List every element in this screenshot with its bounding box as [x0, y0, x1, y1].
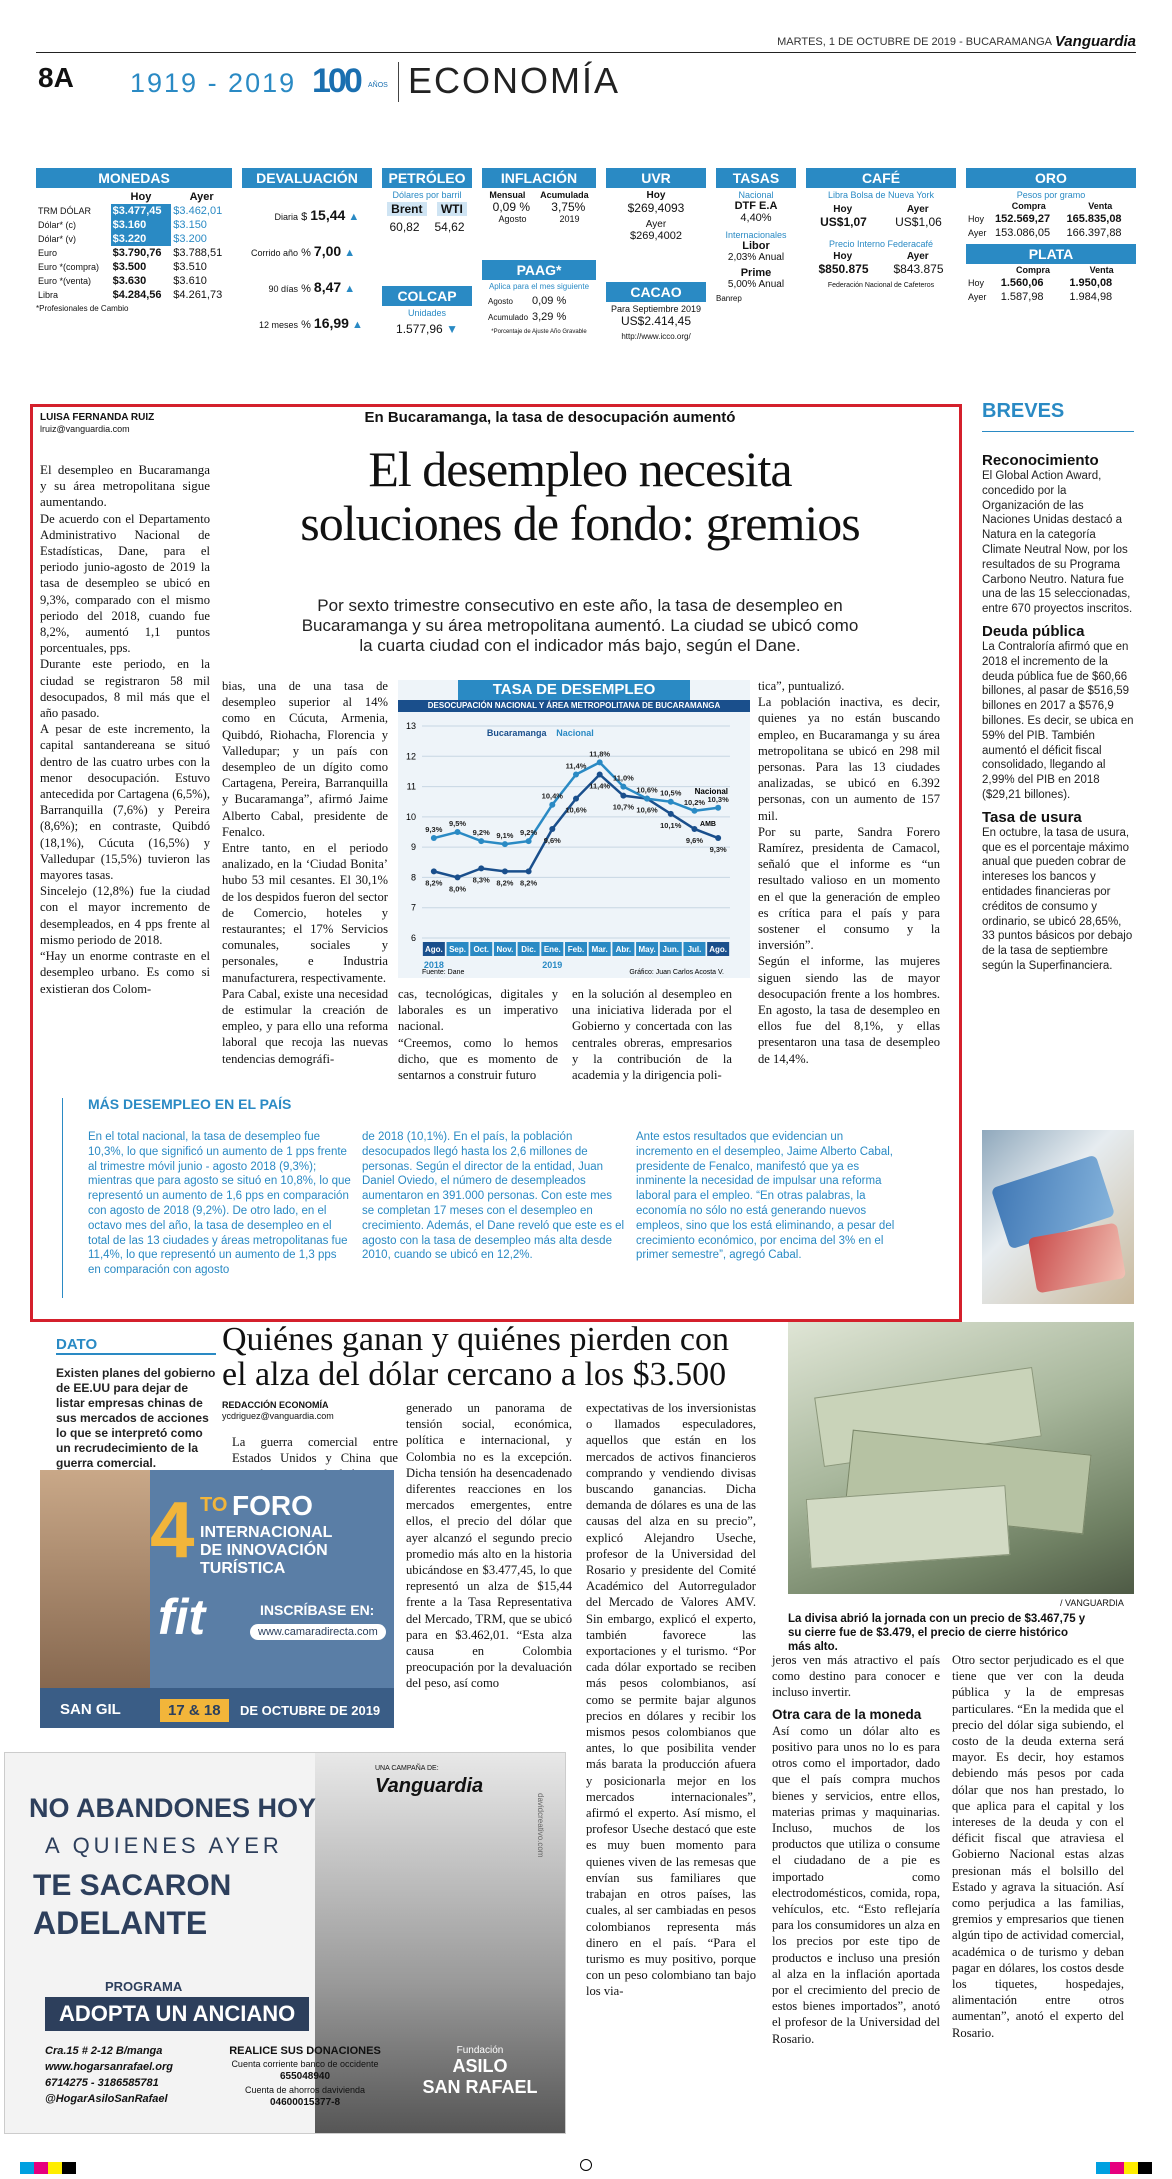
moneda-hoy: $3.160	[111, 218, 172, 232]
main-kicker: En Bucaramanga, la tasa de desocupación aumentó	[364, 409, 736, 426]
data-point	[573, 771, 579, 777]
data-point	[573, 796, 579, 802]
legend-nacional: Nacional	[556, 728, 594, 738]
chart-source: Fuente: Dane	[422, 969, 465, 976]
year-label: 2018	[423, 960, 444, 970]
dato-body: Existen planes del gobierno de EE.UU para dejar de listar empresas chinas de sus mercados de acciones lo que se interpretó como un recrudecimiento de la guerra comercial.	[56, 1366, 216, 1470]
data-label: 10,2%	[683, 797, 706, 807]
ad2-line2: A QUIENES AYER	[45, 1833, 283, 1858]
down-arrow-icon: ▼	[446, 322, 458, 336]
data-point	[431, 868, 437, 874]
moneda-label: Dólar* (c)	[38, 220, 77, 230]
end-label-nacional: Nacional	[694, 786, 728, 796]
cafe-sub: Libra Bolsa de Nueva York	[827, 190, 935, 200]
ad2-camp: UNA CAMPAÑA DE:	[375, 1765, 439, 1772]
cacao-sub: Para Septiembre 2019	[610, 304, 702, 314]
indicators-panel	[36, 168, 1136, 356]
data-point	[668, 799, 674, 805]
hdr-hoy: Hoy	[130, 191, 152, 203]
uvr-title: UVR	[606, 168, 706, 188]
ad-insc: INSCRÍBASE EN:	[260, 1602, 375, 1618]
second-byline: REDACCIÓN ECONOMÍA	[222, 1400, 329, 1410]
oro-box	[966, 168, 1136, 304]
ad2-don3: 655048940	[279, 2071, 331, 2082]
data-label: 9,5%	[448, 819, 467, 828]
x-tick-label: Jul.	[687, 945, 702, 954]
inflacion-title: INFLACIÓN	[482, 168, 596, 188]
moneda-ayer: $3.610	[173, 275, 207, 287]
y-tick-label: 8	[410, 872, 416, 883]
brent-label: Brent	[387, 202, 426, 216]
monedas-note: *Profesionales de Cambio	[36, 304, 129, 313]
data-label: 10,6%	[636, 805, 658, 815]
main-column-5: tica”, puntualizó. La población inactiva, es decir, quienes ya no están buscando empleo, en Bucaramanga y su área metropolitana se ubicó en 298 mil personas. Para las 13 ciudades analizadas, se ubicó en 6.392 personas, con un aumento de 157 mil. Por su parte, Sandra Forero Ramírez, presidenta de Camacol, señaló que el informe es “un resultado valioso en un momento en el que la generación de empleo es crítica para el país y para sostener el consumo y la inversión”. Según el informe, las mujeres siguen siendo las de mayor desocupación frente a los hombres. En agosto, la tasa de desempleo en ellos fue del 8,1%, y ellas presentaron una tasa de desempleo de 14,4%.	[758, 679, 940, 1066]
acumulada-value: 3,75%	[551, 200, 586, 214]
colcap-box	[382, 286, 472, 336]
moneda-ayer: $4.261,73	[173, 289, 223, 301]
ad-fit-logo: fit	[158, 1589, 206, 1645]
data-point	[502, 841, 508, 847]
ad2-don2: Cuenta corriente banco de occidente	[231, 2059, 379, 2069]
ad-web-link[interactable]: www.camaradirecta.com	[250, 1624, 386, 1640]
ad-dates: 17 & 18	[160, 1699, 229, 1722]
moneda-label: TRM DÓLAR	[38, 206, 92, 216]
mensual-value: 0,09 %	[492, 200, 530, 214]
ad2-don4: Cuenta de ahorros davivienda	[244, 2085, 366, 2095]
data-label: 9,2%	[520, 828, 538, 838]
main-column-1: El desempleo en Bucaramanga y su área metropolitana sigue aumentando. De acuerdo con el Departamento Administrativo Nacional de Estadísticas, Dane, para el periodo junio-agosto de 2019 la tasa de desempleo se ubicó en 9,3%, comparado con el mismo periodo del 2018, cuando fue 8,2%, aumentó 1,1 puntos porcentuales, pps. Durante este periodo, en la ciudad se registraron 58 mil desocupados, 8 mil más que el año pasado. A pesar de este incremento, la capital santandereana se situó dentro de las cuatro urbes con la menor desocupación. Estuvo antecedida por Cartagena (6,5%), Barranquilla (7,6%) y Pereira (8,6%); en contraste, Quibdó (18,1%), Cúcuta (16,5%) y Valledupar (15,5%) tuvieron las mayores tasas. Sincelejo (12,8%) fue la ciudad con el mayor incremento de desempleados, en 4 pps frente al mismo periodo de 2018. “Hay un enorme contraste en el desempleo urbano. Es como si existieran dos Colom-	[40, 462, 210, 996]
section-title: ECONOMÍA	[408, 60, 621, 101]
x-tick-label: Ene.	[543, 945, 561, 954]
color-bar-right	[1096, 2161, 1152, 2173]
year-label: 2019	[542, 960, 563, 970]
x-tick-label: Abr.	[615, 945, 632, 954]
x-tick-label: Feb.	[567, 945, 585, 954]
data-point	[715, 805, 721, 811]
inflacion-box	[482, 168, 596, 224]
x-tick-label: Nov.	[496, 945, 514, 954]
plata-table: Compra Venta Hoy 1.560,06 1.950,08 Ayer 1.587,98 1.984,98	[968, 265, 1114, 303]
wti-value: 54,62	[434, 220, 465, 234]
end-label-amb: AMB	[700, 821, 716, 829]
up-arrow-icon: ▲	[344, 283, 356, 295]
main-title	[222, 442, 938, 550]
anniversary-logo-sub: AÑOS	[368, 82, 388, 89]
data-point	[502, 868, 508, 874]
cafe-hoy-value: US$1,07	[820, 215, 867, 229]
data-point	[691, 826, 697, 832]
oro-title: ORO	[966, 168, 1136, 188]
ad-month: DE OCTUBRE DE 2019	[240, 1703, 381, 1718]
data-label: 9,1%	[496, 831, 514, 841]
data-point	[478, 865, 484, 871]
ad2-web[interactable]: www.hogarsanrafael.org	[45, 2061, 173, 2073]
data-point	[478, 838, 484, 844]
cafe-title: CAFÉ	[806, 168, 956, 188]
breve-title: Reconocimiento	[982, 452, 1099, 469]
paag-row: Acumulado 3,29 %	[488, 311, 567, 323]
oro-table: Compra Venta Hoy 152.569,27 165.835,08 Ayer 153.086,05 166.397,88	[968, 201, 1122, 239]
tasas-title: TASAS	[716, 168, 796, 188]
x-tick-label: May.	[638, 945, 656, 954]
plata-title: PLATA	[966, 244, 1136, 264]
data-point	[455, 829, 461, 835]
cafe-ayer-label: Ayer	[906, 251, 929, 262]
header-date: MARTES, 1 DE OCTUBRE DE 2019 - BUCARAMANGA	[777, 36, 1052, 48]
ad2-fb[interactable]: @HogarAsiloSanRafael	[45, 2093, 168, 2105]
cacao-url[interactable]: http://www.icco.org/	[621, 332, 691, 341]
second-col-2: generado un panorama de tensión social, económica, política e internacional, y Colombia no es la excepción. Dicha tensión ha desencadenado diferentes reacciones en los mercados emergentes, entre ellos, el precio del dólar que ayer alcanzó el segundo precio promedio más alto en la historia ubicándose en $3.477,45, lo que representó un alza de $15,44 frente a la Tasa Representativa del Mercado, TRM, que se ubicó para en $3.462,01. “Esta alza causa en Colombia preocupación por la devaluación del peso, así como	[406, 1401, 572, 1691]
data-label: 9,3%	[425, 825, 443, 835]
x-tick-label: Dic.	[521, 945, 536, 954]
ad2-f3: SAN RAFAEL	[422, 2077, 538, 2097]
acumulada-label: Acumulada	[540, 190, 589, 200]
data-point	[526, 868, 532, 874]
breves-column	[982, 400, 1134, 974]
ad2-line1: NO ABANDONES HOY	[29, 1793, 317, 1823]
ad2-f1: Fundación	[456, 2045, 504, 2056]
y-tick-label: 11	[406, 781, 416, 792]
breve-body: El Global Action Award, concedido por la Organización de las Naciones Unidas destacó a Natura en la categoría Climate Neutral Now, por los resultados de su Programa Carbono Neutro. Natura fue una de las 15 seleccionadas, entre 670 proyectos inscritos.	[982, 470, 1133, 616]
second-title-line1: Quiénes ganan y quiénes pierden con	[222, 1321, 729, 1358]
wti-label: WTI	[437, 202, 467, 216]
cafe-box	[806, 168, 956, 289]
header-brand: Vanguardia	[1054, 33, 1136, 50]
page-number: 8A	[38, 62, 74, 93]
x-tick-label: Oct.	[473, 945, 490, 954]
ad-to: TO	[200, 1494, 228, 1516]
data-label: 10,4%	[541, 791, 563, 801]
data-label: 11,0%	[612, 773, 634, 783]
moneda-hoy: $3.477,45	[111, 204, 172, 218]
data-label: 11,4%	[589, 781, 611, 791]
breve-title: Deuda pública	[982, 622, 1085, 640]
hdr-ayer: Ayer	[189, 191, 214, 203]
header-rule	[36, 52, 1136, 53]
legend-bucaramanga: Bucaramanga	[486, 728, 547, 738]
up-arrow-icon: ▲	[352, 319, 363, 331]
data-label: 10,6%	[636, 785, 658, 795]
asilo-ad[interactable]	[4, 1752, 566, 2134]
ad2-brand: Vanguardia	[375, 1775, 484, 1797]
petroleo-title: PETRÓLEO	[382, 168, 472, 188]
cacao-box	[606, 282, 706, 341]
x-tick-label: Sep.	[449, 945, 466, 954]
moneda-label: Euro	[38, 248, 58, 258]
brent-value: 60,82	[389, 220, 420, 234]
devaluacion-row: Diaria $ 15,44 ▲	[274, 207, 360, 223]
chart-subtitle: DESOCUPACIÓN NACIONAL Y ÁREA METROPOLITANA DE BUCARAMANGA	[398, 700, 750, 712]
petroleo-box	[382, 168, 472, 234]
second-title	[222, 1322, 802, 1392]
uvr-ayer-label: Ayer	[645, 219, 667, 230]
data-label: 10,3%	[707, 794, 729, 804]
ad-city: SAN GIL	[60, 1701, 121, 1718]
data-label: 8,2%	[520, 878, 538, 888]
second-col-5: Otro sector perjudicado es el que tiene que ver con la deuda pública y la de empresas particulares. “En la medida que el precio del dólar siga subiendo, el costo de la deuda externa será mayor. Es decir, hoy estamos debiendo más pesos por cada dólar que nos han prestado, lo que aplica para el capital y los intereses de la deuda y con el déficit fiscal que atraviesa el Gobierno Nacional estas alzas presionan más el bolsillo del Estado y agrava la situación. Así como perjudica a las familias, gremios y empresarios que tienen algún tipo de actividad comercial, académica o de turismo y deban pagar en dólares, los costos desde los tiquetes, hospedajes, alimentación entre otros aumentan”, anotó el experto del Rosario.	[952, 1653, 1124, 2040]
tasas-src: Banrep	[716, 294, 742, 303]
ad-line4: TURÍSTICA	[200, 1560, 286, 1577]
ad2-prog2: ADOPTA UN ANCIANO	[45, 1997, 309, 2031]
cafe-ayer2-value: $843.875	[893, 262, 944, 276]
main-title-line2: soluciones de fondo: gremios	[300, 495, 860, 551]
moneda-ayer: $3.150	[173, 219, 207, 231]
cafe-ayer-label: Ayer	[906, 204, 929, 215]
data-point	[597, 759, 603, 765]
mensual-period: Agosto	[498, 214, 527, 224]
y-tick-label: 7	[410, 902, 416, 913]
registration-mark	[580, 2159, 592, 2171]
data-point	[668, 811, 674, 817]
data-point	[715, 835, 721, 841]
moneda-ayer: $3.462,01	[173, 205, 223, 217]
second-col-1: La guerra comercial entre Estados Unidos y China que	[232, 1435, 398, 1466]
paag-title: PAAG*	[482, 260, 596, 280]
paag-row: Agosto 0,09 %	[488, 295, 567, 307]
x-tick-label: Mar.	[591, 945, 608, 954]
chart-plot	[398, 712, 750, 978]
ad-foro: FORO	[232, 1490, 313, 1521]
cafe-sub2: Precio Interno Federacafé	[828, 239, 934, 249]
dollar-photo	[788, 1322, 1134, 1594]
dtf-label: DTF E.A	[734, 200, 778, 212]
moneda-label: Dólar* (v)	[38, 234, 77, 244]
cafe-ayer-value: US$1,06	[895, 215, 942, 229]
second-col-3: expectativas de los inversionistas o llamados especuladores, aquellos que están en los mercados de activos financieros comprando y vendiendo divisas buscando ganancias. Dicha demanda de dólares es una de las causas del alza en su precio”, explicó Alejandro Useche, profesor de la Universidad del Rosario y presidente del Comité Académico del Autorregulador del Mercado de Valores AMV. Sin embargo, explicó el experto, también favorece las exportaciones y el turismo. “Por cada dólar exportado se reciben más pesos colombianos, así como se permite bajar algunos precios en dólares y recibir los mismos pesos colombianos que antes, lo que posibilita vender más barata la producción afuera y posicionarla mejor en los mercados internacionales”, afirmó el experto. Así mismo, el profesor Useche destacó que este es muy buen momento para quienes viven de las remesas que envían sus familiares que trabajan en otros países, las cuales, al ser cambiadas en pesos colombianos representa más dinero en el país. “Para el turismo es muy positivo, porque con un peso colombiano tan bajo los via-	[586, 1401, 756, 1999]
data-label: 9,6%	[543, 835, 561, 845]
petroleo-sub: Dólares por barril	[392, 190, 462, 200]
colcap-sub: Unidades	[407, 308, 447, 318]
data-point	[691, 808, 697, 814]
up-arrow-icon: ▲	[348, 211, 360, 223]
data-label: 8,0%	[448, 884, 467, 894]
uvr-box	[606, 168, 706, 242]
ad2-addr: Cra.15 # 2-12 B/manga	[45, 2045, 163, 2057]
data-label: 10,6%	[565, 805, 587, 815]
moneda-hoy: $3.500	[112, 261, 147, 273]
x-tick-label: Ago.	[709, 945, 728, 954]
chart-credit: Gráfico: Juan Carlos Acosta V.	[629, 969, 724, 976]
cacao-title: CACAO	[606, 282, 706, 302]
prime-value: 5,00% Anual	[727, 279, 785, 290]
breves-title: BREVES	[982, 400, 1134, 432]
breve-body: En octubre, la tasa de usura, que es el porcentaje máximo anual que pueden cobrar de intereses los bancos y entidades financieras por créditos de consumo y ordinario, se ubicó 28,65%, 33 puntos básicos por debajo de la tasa de septiembre según la Superfinanciera.	[982, 826, 1133, 972]
colcap-value: 1.577,96 ▼	[396, 322, 458, 336]
data-label: 10,1%	[660, 820, 682, 830]
cafe-hoy2-value: $850.875	[818, 262, 869, 276]
dtf-value: 4,40%	[740, 212, 772, 224]
sidebar-text-1: En el total nacional, la tasa de desempleo fue 10,3%, lo que significó un aumento de 1 pps frente al trimestre móvil junio - agosto 2018 (9,3%); mientras que para agosto se situó en 10,8%, lo que representó un aumento de 1,6 pps en comparación con agosto de 2018 (9,2%). De otro lado, en el octavo mes del año, la tasa de desempleo en el total de las 13 ciudades y áreas metropolitanas fue 11,4%, lo que representó un aumento de 1,3 pps en comparación con agosto	[88, 1131, 351, 1277]
second-email: ycdriguez@vanguardia.com	[222, 1411, 334, 1421]
data-label: 10,5%	[660, 788, 682, 798]
y-tick-label: 6	[410, 933, 416, 943]
ad2-f2: ASILO	[452, 2056, 508, 2076]
ad2-tel: 6714275 - 3186585781	[45, 2077, 159, 2089]
data-point	[431, 835, 437, 841]
ad2-line3: TE SACARON	[33, 1869, 232, 1902]
mensual-label: Mensual	[489, 190, 526, 200]
ad2-don5: 04600015377-8	[269, 2097, 341, 2108]
breve-body: La Contraloría afirmó que en 2018 el incremento de la deuda pública fue de $60,66 billones, al pasar de $516,59 billones en 2017 a $576,9 billones. Es decir, se ubica en 59% del PIB. También aumentó el déficit fiscal consolidado, llegando al 2,99% del PIB en 2018 ($29,21 billones).	[982, 640, 1134, 801]
data-point	[549, 826, 555, 832]
dato-title: DATO	[56, 1336, 216, 1355]
y-tick-label: 10	[405, 811, 416, 822]
second-col-4: jeros ven más atractivo el país como destino para conocer e incluso invertir. Otra cara de la moneda Así como un dólar alto es positivo para unos no lo es para otros como el importador, dado que el país compra muchos bienes y servicios, entre ellos, materias primas y maquinarias. Incluso, muchos de los productos que utiliza o consume el ciudadano de a pie es importado como electrodomésticos, comida, ropa, vehículos, etc. “Esto reflejaría para los consumidores un alza en los precios por este tipo de productos e incluso una presión al alza en la inflación aportada por el crecimiento del precio de estos bienes importados”, anotó el profesor de la Universidad del Rosario.	[772, 1653, 940, 2046]
monedas-table	[36, 190, 232, 302]
data-label: 11,4%	[565, 761, 587, 771]
x-tick-label: Jun.	[662, 945, 679, 954]
cafe-src: Federación Nacional de Cafeteros	[827, 282, 935, 289]
main-column-4: en la solución al desempleo en una iniciativa liderada por el Gobierno y concertada con las centrales obreras, empresarios y la contribución de la academia y la dirigencia poli-	[572, 987, 732, 1083]
ad2-side: davidcreativo.com	[536, 1793, 545, 1858]
paag-box	[482, 260, 596, 335]
devaluacion-row: 90 días % 8,47 ▲	[268, 279, 356, 295]
cacao-value: US$2.414,45	[620, 314, 692, 328]
monedas-box	[36, 168, 232, 313]
x-tick-label: Ago.	[424, 945, 443, 954]
sidebar-text-2: de 2018 (10,1%). En el país, la población desocupados llegó hasta los 2,6 millones de personas. Según el director de la entidad, Juan Daniel Oviedo, el número de desempleados aumentaron en 391.000 personas. Con este mes se completan 17 meses con el desempleo en crecimiento. Además, el Dane reveló que este es el agosto con la tasa de desempleo más alta desde 2010, cuando se ubicó en 12,2%.	[362, 1131, 625, 1262]
main-column-3: cas, tecnológicas, digitales y laborales es un imperativo nacional. “Creemos, como lo hemos dicho, que es momento de sentarnos a construir futuro	[398, 987, 558, 1083]
data-label: 10,7%	[612, 802, 635, 812]
main-lead: Por sexto trimestre consecutivo en este año, la tasa de desempleo en Bucaramanga y su área metropolitana aumentó. La ciudad se ubicó como la cuarta ciudad con el indicador más bajo, según el Dane.	[301, 596, 859, 655]
paag-sub: Aplica para el mes siguiente	[488, 282, 590, 291]
tasas-box	[716, 168, 796, 303]
y-tick-label: 12	[405, 751, 416, 762]
ad-number: 4	[150, 1485, 195, 1574]
color-bar-left	[20, 2161, 76, 2173]
sidebar-title: MÁS DESEMPLEO EN EL PAÍS	[88, 1096, 292, 1112]
moneda-hoy: $3.630	[112, 275, 147, 287]
data-label: 11,8%	[589, 749, 611, 759]
data-label: 9,2%	[472, 828, 490, 838]
devaluacion-box	[242, 168, 372, 342]
ad2-line4: ADELANTE	[33, 1905, 208, 1941]
photo-credit: / VANGUARDIA	[1060, 1598, 1124, 1608]
moneda-label: Euro *(venta)	[38, 276, 92, 286]
moneda-ayer: $3.788,51	[173, 247, 223, 259]
uvr-ayer-value: $269,4002	[630, 230, 682, 242]
moneda-hoy: $3.790,76	[112, 247, 162, 259]
moneda-label: Libra	[38, 290, 59, 300]
main-title-line1: El desempleo necesita	[368, 441, 792, 497]
header-years: 1919 - 2019	[130, 68, 297, 98]
unemployment-chart	[398, 680, 750, 978]
y-tick-label: 9	[410, 842, 416, 853]
data-point	[455, 874, 461, 880]
data-point	[526, 838, 532, 844]
sidebar-rule	[62, 1098, 63, 1298]
moneda-hoy: $4.284,56	[112, 289, 162, 301]
devaluacion-row: 12 meses % 16,99 ▲	[258, 315, 363, 331]
cafe-hoy-label: Hoy	[833, 204, 853, 215]
data-point	[549, 802, 555, 808]
data-label: 8,2%	[496, 878, 514, 888]
data-point	[644, 796, 650, 802]
devaluacion-title: DEVALUACIÓN	[242, 168, 372, 188]
ad2-don: REALICE SUS DONACIONES	[229, 2045, 381, 2057]
cafe-hoy-label: Hoy	[833, 251, 853, 262]
colcap-title: COLCAP	[382, 286, 472, 306]
sidebar-text-3: Ante estos resultados que evidencian un incremento en el desempleo, Jaime Alberto Cabal, presidente de Fenalco, manifestó que ya es inminente la necesidad de impulsar una reforma laboral para el empleo. “En otras palabras, la economía no sólo no está generando nuevos empleos, sino que los está eliminando, a pesar del crecimiento económico, por encima del 3% en el primer semestre”, agregó Cabal.	[636, 1131, 895, 1262]
libor-value: 2,03% Anual	[727, 252, 785, 263]
data-label: 8,2%	[425, 878, 443, 888]
moneda-hoy: $3.220	[111, 232, 172, 246]
oro-sub: Pesos por gramo	[1016, 190, 1086, 200]
breve-title: Tasa de usura	[982, 808, 1082, 826]
ad2-prog: PROGRAMA	[105, 1979, 183, 1994]
second-title-line2: el alza del dólar cercano a los $3.500	[222, 1356, 727, 1393]
data-label: 9,6%	[685, 835, 704, 845]
libor-label: Libor	[742, 240, 770, 252]
acumulada-period: 2019	[559, 214, 580, 224]
main-email: lruiz@vanguardia.com	[40, 424, 130, 434]
up-arrow-icon: ▲	[344, 247, 356, 259]
chart-title: TASA DE DESEMPLEO	[458, 680, 690, 700]
anniversary-logo: 100	[312, 62, 360, 100]
moneda-label: Euro *(compra)	[38, 262, 100, 272]
moneda-ayer: $3.200	[173, 233, 207, 245]
uvr-hoy-value: $269,4093	[627, 201, 685, 215]
tasas-int: Internacionales	[725, 230, 787, 240]
data-point	[620, 793, 626, 799]
photo-caption: La divisa abrió la jornada con un precio de $3.467,75 y su cierre fue de $3.479, el precio de cierre histórico más alto.	[788, 1613, 1086, 1653]
foro-ad[interactable]	[40, 1470, 394, 1728]
monedas-title: MONEDAS	[36, 168, 232, 188]
main-column-2: bias, una de una tasa de desempleo superior al 14% como en Cúcuta, Armenia, Quibdó, Riohacha, Florencia y Valledupar; y un país con desempleo de un dígito como Cartagena, Pereira, Barranquilla y Bucaramanga”, afirmó Jaime Alberto Cabal, presidente de Fenalco. Entre tanto, en el periodo analizado, en la ‘Ciudad Bonita’ hubo 53 mil cesantes. El 30,1% de los despidos fueron del sector de Comercio, hoteles y restaurantes; el 17% Servicios comunales, sociales y personales, e Industria manufacturera, respectivamente. Para Cabal, existe una necesidad de estimular la creación de empleo, y para ello una reforma laboral que recoja las nuevas tendencias demográfi-	[222, 679, 388, 1066]
y-tick-label: 13	[405, 721, 416, 731]
paag-note: *Porcentaje de Ajuste Año Gravable	[491, 329, 587, 335]
data-label: 9,3%	[709, 845, 727, 855]
data-point	[597, 771, 603, 777]
data-label: 8,3%	[472, 875, 490, 885]
moneda-ayer: $3.510	[173, 261, 207, 273]
credit-card-photo	[982, 1130, 1134, 1304]
prime-label: Prime	[740, 267, 772, 279]
header-divider	[398, 62, 399, 102]
uvr-hoy-label: Hoy	[646, 190, 666, 201]
main-author: LUISA FERNANDA RUIZ	[40, 412, 155, 423]
tasas-nac: Nacional	[738, 190, 774, 200]
ad-line3: DE INNOVACIÓN	[200, 1542, 328, 1559]
subhead: Otra cara de la moneda	[772, 1706, 922, 1722]
ad-line2: INTERNACIONAL	[200, 1524, 333, 1541]
devaluacion-row: Corrido año % 7,00 ▲	[250, 243, 356, 259]
data-point	[620, 784, 626, 790]
